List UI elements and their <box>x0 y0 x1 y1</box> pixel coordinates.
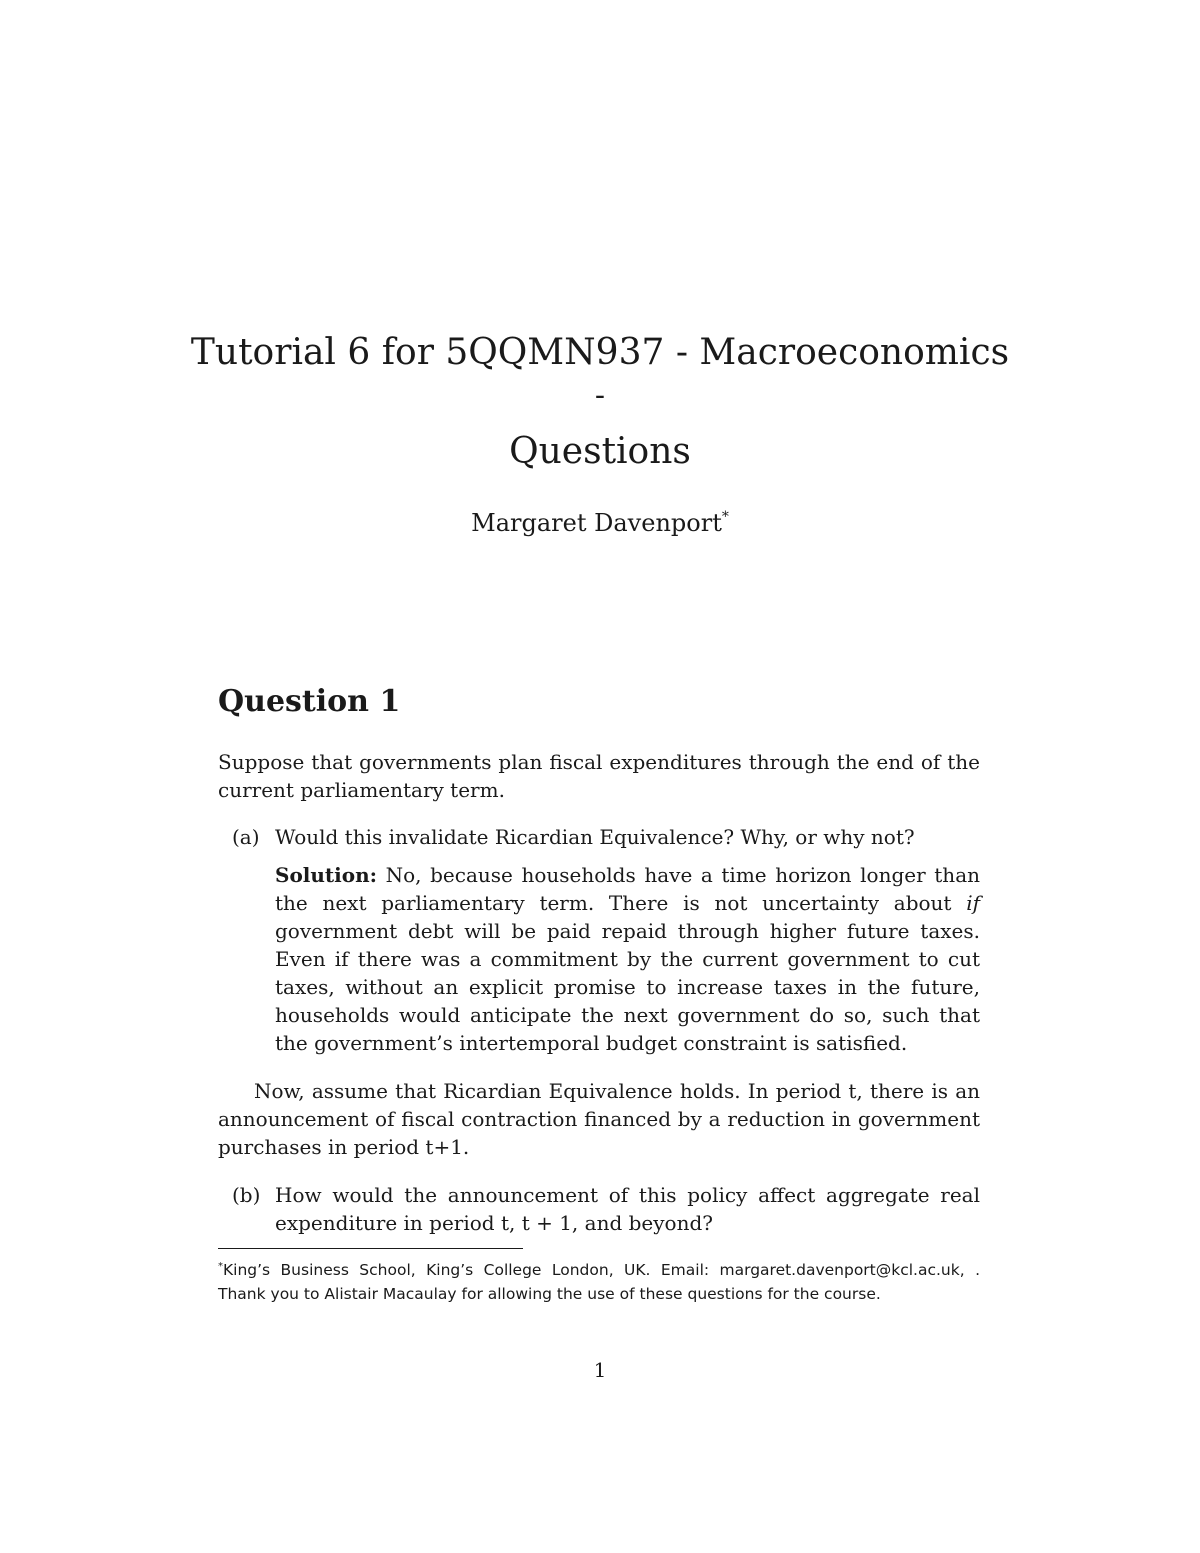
part-a-text: Would this invalidate Ricardian Equivalence? Why, or why not? <box>275 825 915 849</box>
title-line-3: Questions <box>509 431 691 472</box>
footnote-text: King’s Business School, King’s College London, UK. Email: margaret.davenport@kcl.ac.uk, . Thank you to Alistair Macaulay for allowing the use of these questions for the course. <box>218 1261 980 1303</box>
solution-block <box>275 861 980 1057</box>
footnote-mark: * <box>218 1261 223 1272</box>
footnote <box>218 1255 980 1306</box>
solution-text-after: government debt will be paid repaid through higher future taxes. Even if there was a commitment by the current government to cut taxes, without an explicit promise to increase taxes in the future, households would anticipate the next government do so, such that the government’s intertemporal budget constraint is satisfied. <box>275 919 980 1055</box>
author-line <box>0 510 1200 535</box>
solution-label: Solution: <box>275 863 378 887</box>
part-b-text: How would the announcement of this policy affect aggregate real expenditure in period t, t + 1, and beyond? <box>275 1183 980 1235</box>
title-line-2: - <box>594 378 606 413</box>
question-intro: Suppose that governments plan fiscal expenditures through the end of the current parliamentary term. <box>218 750 980 802</box>
solution-text-before: No, because households have a time horizon longer than the next parliamentary term. There is not uncertainty about <box>275 863 980 915</box>
title-line-1: Tutorial 6 for 5QQMN937 - Macroeconomics <box>190 332 1010 373</box>
part-b-label: (b) <box>232 1183 261 1207</box>
part-a-label: (a) <box>232 825 260 849</box>
solution-emphasis: if <box>966 891 980 915</box>
footnote-rule <box>218 1248 523 1249</box>
interlude-paragraph: Now, assume that Ricardian Equivalence holds. In period t, there is an announcement of fiscal contraction financed by a reduction in government purchases in period t+1. <box>218 1079 980 1159</box>
author-name: Margaret Davenport <box>471 509 722 537</box>
page-number: 1 <box>593 1358 607 1382</box>
author-footnote-mark: * <box>721 509 729 525</box>
question-heading: Question 1 <box>218 684 401 719</box>
